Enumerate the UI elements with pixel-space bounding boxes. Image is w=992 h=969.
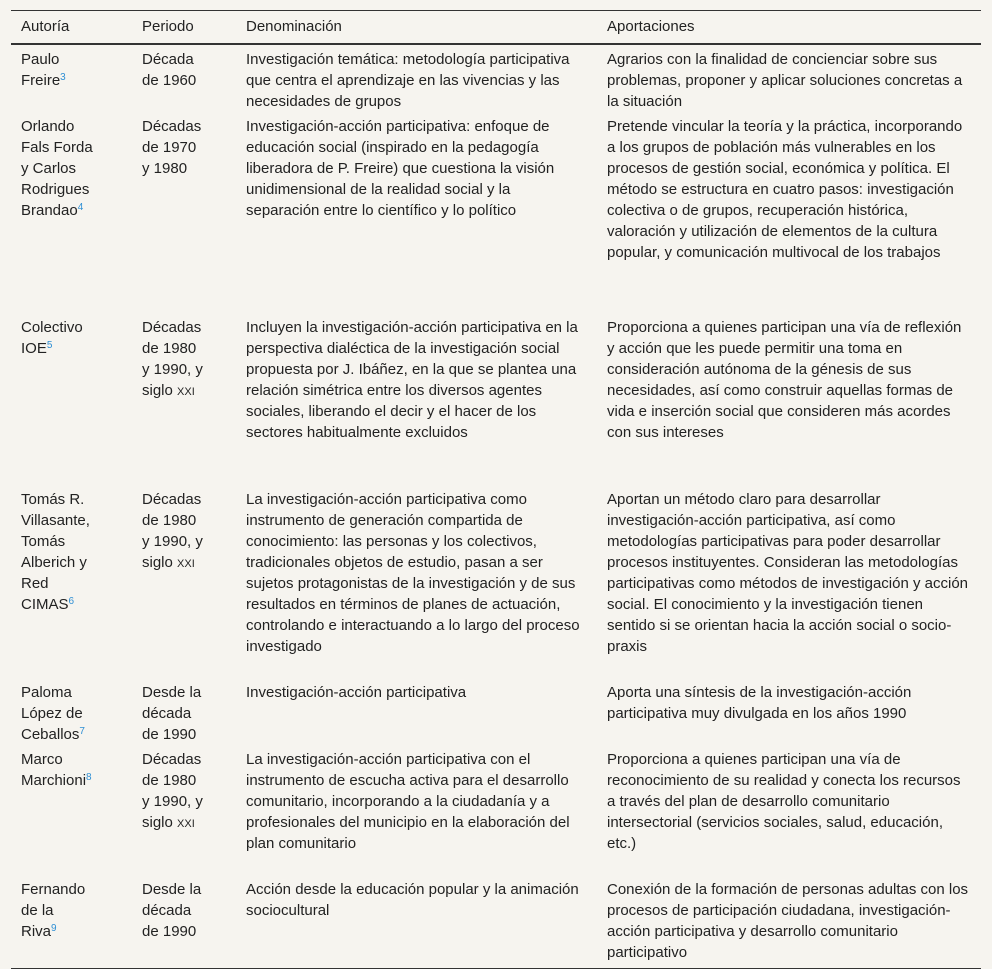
reference-link[interactable]: 9 (51, 923, 57, 934)
reference-link[interactable]: 6 (68, 596, 75, 607)
header-periodo: Periodo (132, 11, 236, 45)
cell-periodo (132, 875, 236, 968)
cell-periodo (132, 112, 236, 313)
cell-aportaciones: Agrarios con la finalidad de concienciar sobre sus problemas, proponer y aplicar soluciones concretas a la situación (607, 51, 963, 110)
table-row (11, 745, 981, 875)
cell-periodo (132, 745, 236, 875)
cell-aportaciones: Proporciona a quienes participan una vía de reflexión y acción que les puede permitir una toma en consideración autónoma de la génesis de sus necesidades, así como construir aquellas formas de vida e inserción social que consideren más acordes con sus intereses (607, 319, 962, 441)
period-line: Décadas (142, 319, 202, 336)
table-row (11, 313, 981, 485)
cell-denominacion: Incluyen la investigación-acción participativa en la perspectiva dialéctica de la investigación social propuesta por J. Ibáñez, en la que se plantea una relación simétrica entre los diversos agentes sociales, liberando el decir y el hacer de los sectores habitualmente excluidos (246, 319, 578, 441)
cell-denominacion: La investigación-acción participativa con el instrumento de escucha activa para el desarrollo comunitario, incorporando a la ciudadanía y a profesionales del municipio en la elaboración del plan comunitario (246, 751, 570, 852)
period-line: de 1960 (142, 72, 197, 89)
author-name: Tomás R. Villasante, Tomás Alberich y Red CIMAS (21, 491, 90, 613)
cell-periodo (132, 678, 236, 745)
period-line: de 1990 (142, 726, 197, 743)
cell-autoria (11, 313, 132, 485)
cell-autoria (11, 112, 132, 313)
period-line: de 1980 (142, 512, 197, 529)
century-numeral: XXI (177, 558, 195, 570)
period-line: y 1990, y (142, 361, 203, 378)
cell-autoria (11, 875, 132, 968)
reference-link[interactable]: 5 (46, 340, 53, 351)
period-line: y 1980 (142, 160, 188, 177)
cell-aportaciones: Proporciona a quienes participan una vía de reconocimiento de su realidad y conecta los recursos a través del plan de desarrollo comunitario intersectorial (servicios sociales, salud, educación, etc.) (607, 751, 961, 852)
period-line: Desde la (142, 684, 202, 701)
table-container (11, 10, 981, 969)
period-line: de 1980 (142, 772, 197, 789)
period-line: y 1990, y (142, 533, 203, 550)
reference-link[interactable]: 3 (60, 72, 66, 83)
period-line: y 1990, y (142, 793, 203, 810)
century-numeral: XXI (177, 818, 195, 830)
period-line: siglo (142, 814, 178, 831)
cell-aportaciones: Aporta una síntesis de la investigación-acción participativa muy divulgada en los años 1990 (607, 684, 912, 722)
cell-periodo (132, 44, 236, 112)
period-line: década (142, 902, 192, 919)
period-line: de 1990 (142, 923, 197, 940)
cell-autoria (11, 678, 132, 745)
table-row (11, 44, 981, 112)
cell-periodo (132, 313, 236, 485)
cell-denominacion: Investigación-acción participativa: enfoque de educación social (inspirado en la pedagogía liberadora de P. Freire) que cuestiona la visión unidimensional de la realidad social y la separación entre lo científico y lo político (246, 118, 555, 219)
table-row (11, 112, 981, 313)
period-line: de 1970 (142, 139, 197, 156)
century-numeral: XXI (177, 386, 195, 398)
period-line: de 1980 (142, 340, 197, 357)
header-aportaciones: Aportaciones (597, 11, 981, 45)
cell-aportaciones: Conexión de la formación de personas adultas con los procesos de participación ciudadana, investigación-acción participativa y desarrollo comunitario participativo (597, 875, 981, 968)
cell-denominacion: Acción desde la educación popular y la animación sociocultural (236, 875, 597, 968)
reference-link[interactable]: 8 (86, 772, 92, 783)
cell-periodo (132, 485, 236, 678)
cell-denominacion: La investigación-acción participativa como instrumento de generación compartida de conocimiento: las personas y los colectivos, tradicionales objetos de estudio, pasan a ser sujetos protagonistas de la investigación y de sus resultados en términos de planes de actuación, controlando e interactuando a lo largo del proceso investigado (246, 491, 580, 655)
author-name: Paloma López de Ceballos (21, 684, 83, 743)
cell-autoria (11, 44, 132, 112)
header-denominacion: Denominación (236, 11, 597, 45)
period-line: Décadas (142, 118, 202, 135)
period-line: Década (142, 51, 194, 68)
author-name: Colectivo IOE (21, 319, 83, 357)
data-table (11, 10, 981, 969)
period-line: década (142, 705, 192, 722)
cell-aportaciones: Aportan un método claro para desarrollar investigación-acción participativa, así como metodologías participativas para poder desarrollar procesos instituyentes. Consideran las metodologías participativas como métodos de investigación y acción social. El conocimiento y la investigación tienen sentido si se orientan hacia la acción social o socio-praxis (607, 491, 969, 655)
table-row (11, 875, 981, 968)
cell-denominacion: Investigación temática: metodología participativa que centra el aprendizaje en las vivencias y las necesidades de grupos (246, 51, 570, 110)
cell-aportaciones: Pretende vincular la teoría y la práctica, incorporando a los grupos de población más vulnerables en los procesos de gestión social, económica y política. El método se estructura en cuatro pasos: investigación colectiva o de grupos, recuperación histórica, valoración y utilización de elementos de la cultura popular, y comunicación multivocal de los trabajos (607, 118, 963, 261)
period-line: Décadas (142, 751, 202, 768)
author-name: Fernando de la Riva (21, 881, 86, 940)
period-line: Desde la (142, 881, 202, 898)
author-name: Paulo Freire (21, 51, 61, 89)
reference-link[interactable]: 4 (77, 202, 84, 213)
reference-link[interactable]: 7 (79, 726, 85, 737)
cell-autoria (11, 745, 132, 875)
table-row (11, 678, 981, 745)
header-autoria: Autoría (11, 11, 132, 45)
cell-autoria (11, 485, 132, 678)
cell-denominacion: Investigación-acción participativa (246, 684, 467, 701)
author-name: Marco Marchioni (21, 751, 87, 789)
period-line: siglo (142, 554, 178, 571)
table-row (11, 485, 981, 678)
header-row (11, 11, 981, 45)
period-line: siglo (142, 382, 178, 399)
author-name: Orlando Fals Forda y Carlos Rodrigues Brandao (21, 118, 93, 219)
period-line: Décadas (142, 491, 202, 508)
